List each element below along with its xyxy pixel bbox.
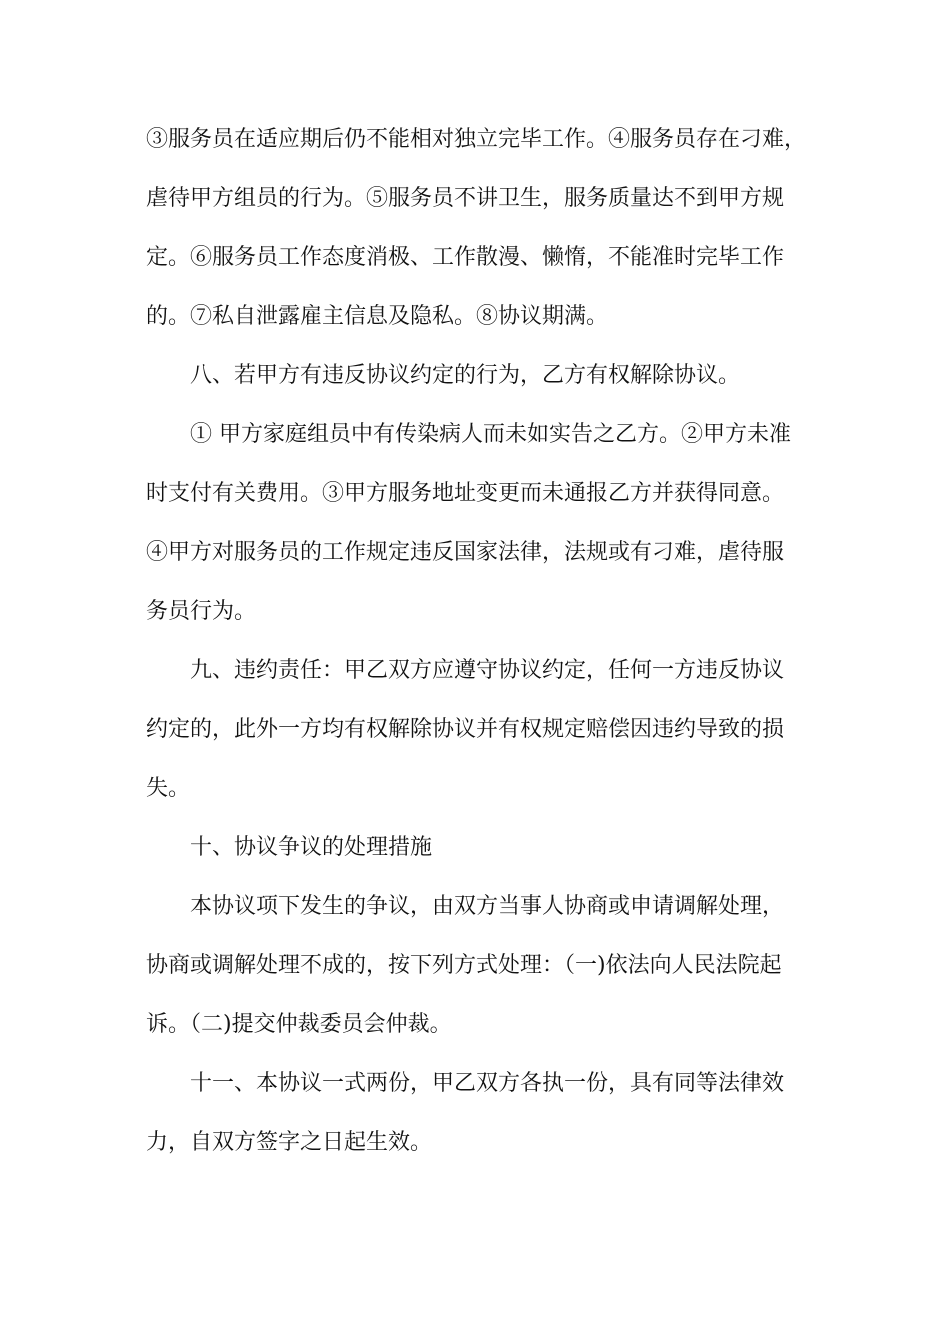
text-line: 本协议项下发生的争议，由双方当事人协商或申请调解处理， <box>190 894 785 919</box>
text-line: ③服务员在适应期后仍不能相对独立完毕工作。④服务员存在刁难， <box>146 127 807 152</box>
text-line: ① 甲方家庭组员中有传染病人而未如实告之乙方。②甲方未准 <box>190 422 791 447</box>
text-line: ④甲方对服务员的工作规定违反国家法律，法规或有刁难，虐待服 <box>146 540 785 565</box>
text-line: 约定的，此外一方均有权解除协议并有权规定赔偿因违约导致的损 <box>146 717 785 742</box>
text-line: 虐待甲方组员的行为。⑤服务员不讲卫生，服务质量达不到甲方规 <box>146 186 785 211</box>
text-line: 力，自双方签字之日起生效。 <box>146 1130 433 1155</box>
section-9-heading: 九、违约责任：甲乙双方应遵守协议约定，任何一方违反协议 <box>190 658 785 683</box>
text-line: 失。 <box>146 776 191 801</box>
section-8-heading: 八、若甲方有违反协议约定的行为，乙方有权解除协议。 <box>190 363 741 388</box>
text-line: 的。⑦私自泄露雇主信息及隐私。⑧协议期满。 <box>146 304 609 329</box>
text-line: 协商或调解处理不成的，按下列方式处理：（一)依法向人民法院起 <box>146 953 782 978</box>
text-line: 务员行为。 <box>146 599 257 624</box>
section-10-heading: 十、协议争议的处理措施 <box>190 835 433 860</box>
text-line: 时支付有关费用。③甲方服务地址变更而未通报乙方并获得同意。 <box>146 481 785 506</box>
document-body <box>146 110 810 1172</box>
text-line: 诉。（二)提交仲裁委员会仲裁。 <box>146 1012 452 1037</box>
text-line: 定。⑥服务员工作态度消极、工作散漫、懒惰，不能准时完毕工作 <box>146 245 785 270</box>
section-11-heading: 十一、本协议一式两份，甲乙双方各执一份，具有同等法律效 <box>190 1071 785 1096</box>
